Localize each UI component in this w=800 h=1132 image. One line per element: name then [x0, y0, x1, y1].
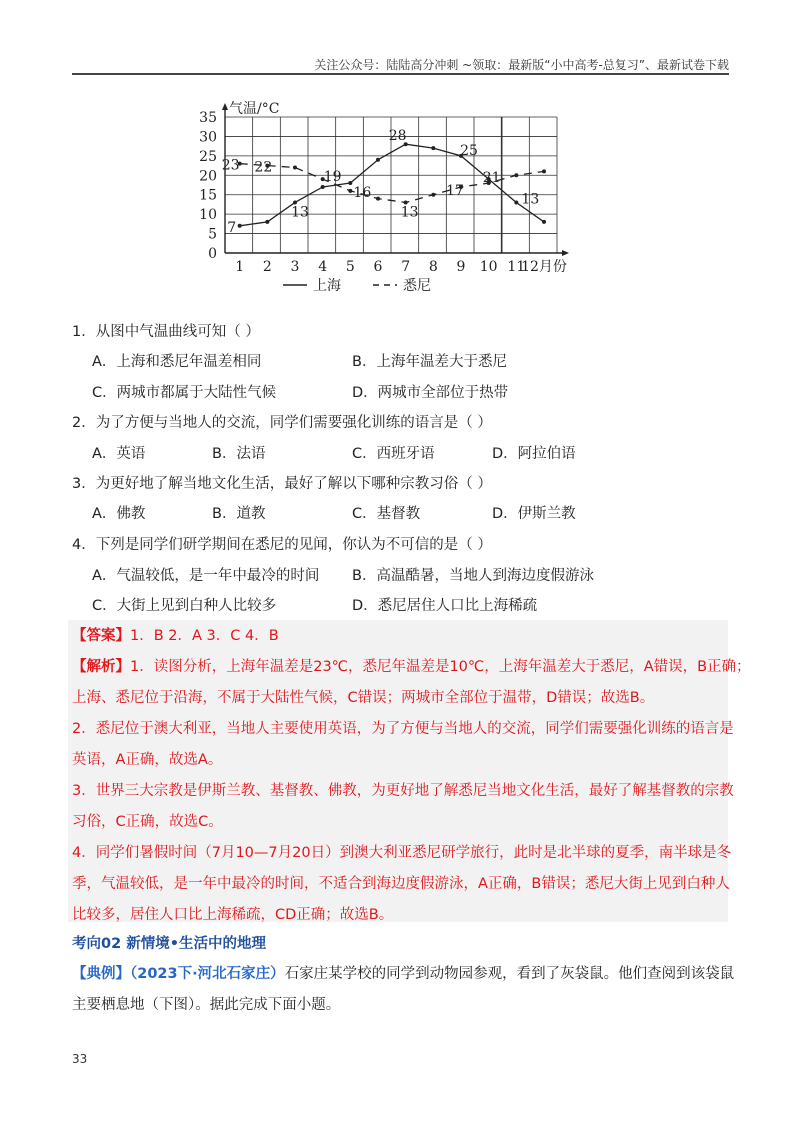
analysis-tag: 【解析】	[72, 659, 130, 675]
data-point	[348, 181, 352, 185]
section-title: 考向02 新情境•生活中的地理	[72, 936, 266, 952]
example-line-1	[72, 962, 734, 983]
q1-option-c: C．两城市都属于大陆性气候	[92, 385, 277, 401]
analysis-line-3: 2．悉尼位于澳大利亚，当地人主要使用英语，为了方便与当地人的交流，同学们需要强化训练的语言是	[72, 721, 734, 737]
header-rule	[72, 73, 729, 75]
data-point	[321, 185, 325, 189]
temperature-chart	[195, 95, 615, 300]
data-label: 13	[521, 191, 540, 208]
data-label: 23	[221, 157, 240, 174]
question-4-stem: 4．下列是同学们研学期间在悉尼的见闻，你认为不可信的是（ ）	[72, 537, 492, 553]
analysis-text-1: 1．读图分析，上海年温差是23℃，悉尼年温差是10℃，上海年温差大于悉尼，A错误，B正确；	[130, 659, 751, 675]
data-point	[348, 189, 352, 193]
data-point	[265, 220, 269, 224]
y-tick-label: 35	[199, 110, 217, 126]
q3-option-c: C．基督教	[352, 506, 421, 522]
data-label: 21	[482, 170, 501, 187]
x-tick-label: 10	[479, 259, 498, 275]
legend-label-shanghai: 上海	[313, 278, 341, 294]
data-point	[238, 224, 242, 228]
analysis-line-6: 习俗，C正确，故选C。	[72, 814, 223, 830]
q3-option-a: A．佛教	[92, 506, 146, 522]
q3-option-b: B．道教	[212, 506, 266, 522]
page-header: 关注公众号：陆陆高分冲刺 ~领取：最新版“小中高考-总复习”、最新试卷下载	[314, 58, 729, 72]
analysis-line-5: 3．世界三大宗教是伊斯兰教、基督教、佛教，为更好地了解悉尼当地文化生活，最好了解基督教的宗教	[72, 783, 734, 799]
analysis-line-7: 4．同学们暑假时间（7月10—7月20日）到澳大利亚悉尼研学旅行，此时是北半球的夏季，南半球是冬	[72, 845, 732, 861]
x-tick-label: 11	[507, 259, 526, 275]
data-point	[542, 220, 546, 224]
x-tick-label: 4	[318, 259, 328, 275]
data-label: 13	[400, 204, 419, 221]
data-label: 13	[291, 204, 309, 221]
data-point	[376, 158, 380, 162]
data-label: 25	[460, 142, 478, 159]
x-tick-label: 7	[401, 259, 411, 275]
analysis-line-4: 英语，A正确，故选A。	[72, 752, 223, 768]
example-text-1: 石家庄某学校的同学到动物园参观，看到了灰袋鼠。他们查阅到该袋鼠	[284, 966, 735, 982]
question-3-stem: 3．为更好地了解当地文化生活，最好了解以下哪种宗教习俗（ ）	[72, 476, 492, 492]
x-tick-label: 12月份	[521, 259, 567, 275]
legend-label-sydney: 悉尼	[403, 278, 431, 294]
data-point	[514, 173, 518, 177]
data-point	[293, 166, 297, 170]
y-tick-label: 20	[199, 168, 217, 185]
data-point	[376, 197, 380, 201]
q2-option-c: C．西班牙语	[352, 446, 435, 462]
q4-option-a: A．气温较低，是一年中最冷的时间	[92, 568, 320, 584]
analysis-line-2: 上海、悉尼位于沿海，不属于大陆性气候，C错误；两城市全部位于温带，D错误；故选B。	[72, 690, 655, 706]
data-label: 16	[353, 184, 372, 201]
q2-option-b: B．法语	[212, 446, 266, 462]
answer-tag: 【答案】	[72, 628, 130, 644]
q3-option-d: D．伊斯兰教	[492, 506, 576, 522]
example-line-2: 主要栖息地（下图）。据此完成下面小题。	[72, 997, 341, 1013]
y-tick-label: 0	[208, 246, 217, 262]
x-tick-label: 1	[235, 259, 245, 275]
example-source: （2023下·河北石家庄）	[130, 966, 285, 982]
page-number: 33	[72, 1052, 88, 1066]
answer-line	[72, 624, 279, 645]
question-2-stem: 2．为了方便与当地人的交流，同学们需要强化训练的语言是（ ）	[72, 415, 492, 431]
y-axis-label: 气温/°C	[229, 101, 280, 117]
data-label: 17	[446, 182, 464, 199]
q4-option-b: B．高温酷暑，当地人到海边度假游泳	[352, 568, 594, 584]
data-point	[514, 200, 518, 204]
q1-option-b: B．上海年温差大于悉尼	[352, 354, 507, 370]
answer-text: 1．B 2．A 3．C 4．B	[130, 628, 279, 644]
q1-option-a: A．上海和悉尼年温差相同	[92, 354, 262, 370]
x-tick-label: 3	[290, 259, 300, 275]
y-tick-label: 25	[199, 148, 217, 165]
x-tick-label: 6	[373, 259, 383, 275]
q4-option-c: C．大街上见到白种人比较多	[92, 598, 277, 614]
data-label: 7	[227, 219, 237, 236]
data-point	[431, 193, 435, 197]
x-tick-label: 9	[456, 259, 466, 275]
x-tick-label: 5	[345, 259, 355, 275]
y-axis-arrow	[222, 103, 228, 110]
y-tick-label: 30	[199, 129, 217, 146]
y-tick-label: 5	[208, 226, 217, 243]
data-label: 22	[254, 159, 273, 176]
data-point	[431, 146, 435, 150]
q2-option-a: A．英语	[92, 446, 146, 462]
y-tick-label: 15	[199, 187, 217, 204]
analysis-line-1	[72, 655, 751, 676]
question-1-stem: 1．从图中气温曲线可知（ ）	[72, 324, 260, 340]
temperature-chart-svg	[195, 95, 615, 300]
data-point	[542, 169, 546, 173]
x-axis-arrow	[562, 250, 569, 256]
x-tick-label: 8	[428, 259, 438, 275]
q4-option-d: D．悉尼居住人口比上海稀疏	[352, 598, 538, 614]
analysis-line-9: 比较多，居住人口比上海稀疏，CD正确；故选B。	[72, 907, 394, 923]
q2-option-d: D．阿拉伯语	[492, 446, 576, 462]
analysis-line-8: 季，气温较低，是一年中最冷的时间，不适合到海边度假游泳，A正确，B错误；悉尼大街上见到白种人	[72, 876, 730, 892]
x-tick-label: 2	[262, 259, 272, 275]
example-tag: 【典例】	[72, 966, 130, 982]
data-label: 28	[388, 128, 407, 145]
data-label: 19	[323, 168, 342, 185]
y-tick-label: 10	[199, 207, 217, 224]
q1-option-d: D．两城市全部位于热带	[352, 385, 509, 401]
